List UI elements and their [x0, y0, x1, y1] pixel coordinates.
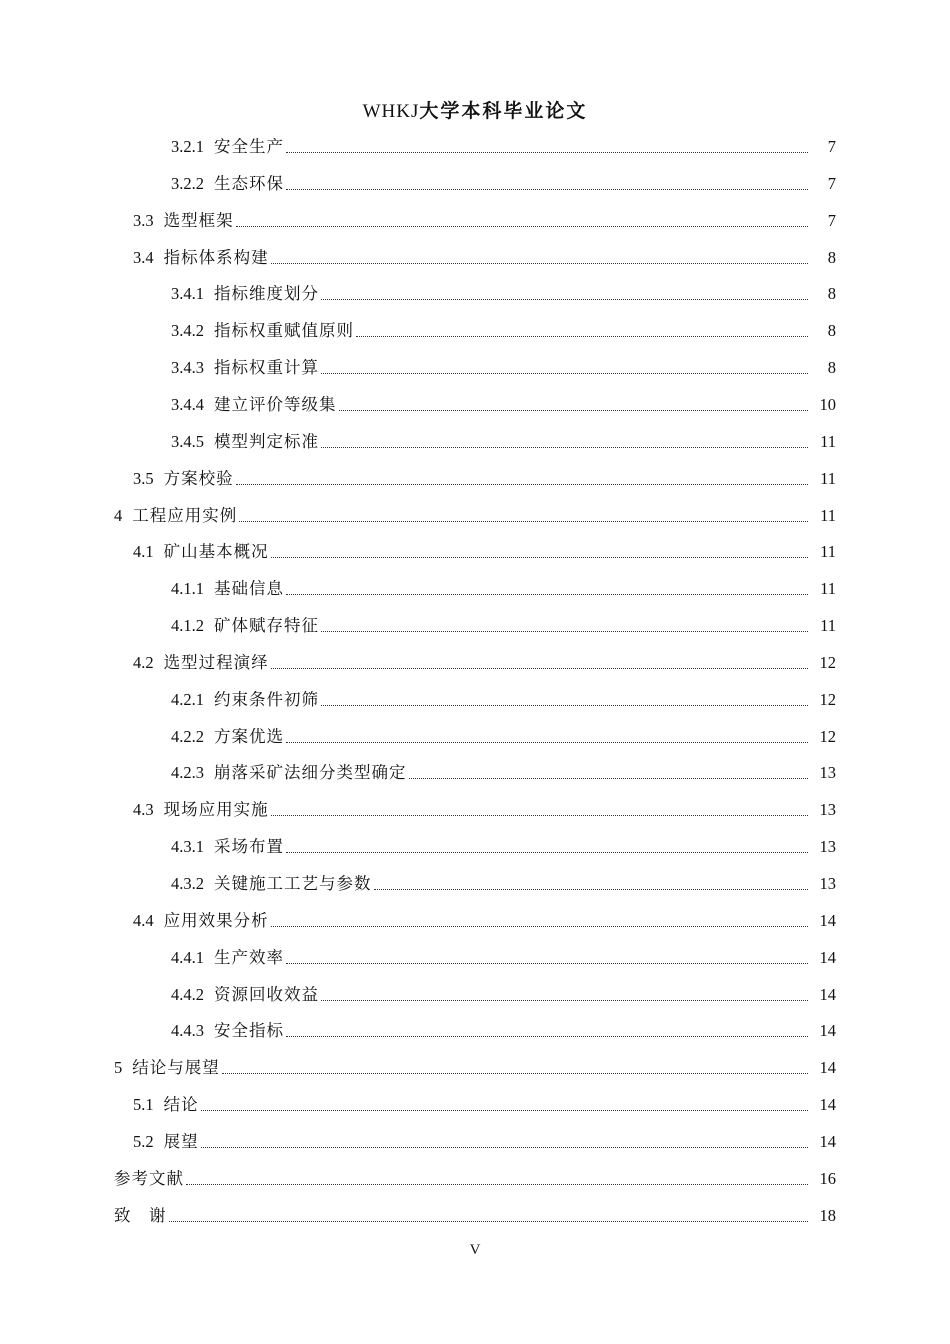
toc-entry-number: 3.4.1 — [171, 284, 204, 303]
header-thesis-title: 大学本科毕业论文 — [419, 100, 588, 122]
toc-entry-title: 关键施工工艺与参数 — [214, 874, 372, 893]
toc-entry-number: 3.3 — [133, 211, 154, 230]
toc-entry[interactable] — [0, 865, 950, 895]
toc-dot-leader — [286, 1035, 808, 1037]
toc-entry-number: 5 — [114, 1058, 123, 1077]
toc-entry-number: 4 — [114, 506, 123, 525]
toc-dot-leader — [271, 814, 808, 816]
toc-entry-number: 4.1.1 — [171, 579, 204, 598]
toc-dot-leader — [356, 335, 808, 337]
toc-entry[interactable] — [0, 791, 950, 821]
toc-entry-page: 11 — [820, 432, 836, 451]
toc-entry-title: 模型判定标准 — [214, 432, 319, 451]
toc-dot-leader — [271, 925, 808, 927]
toc-entry-title: 指标权重计算 — [214, 358, 319, 377]
toc-entry[interactable] — [0, 165, 950, 195]
toc-entry-page: 13 — [819, 763, 836, 782]
toc-dot-leader — [271, 262, 808, 264]
toc-entry-title: 现场应用实施 — [163, 800, 269, 819]
toc-dot-leader — [321, 298, 808, 300]
toc-entry[interactable] — [0, 275, 950, 305]
toc-entry[interactable] — [0, 828, 950, 858]
toc-entry-page: 11 — [820, 506, 836, 525]
toc-entry-title: 建立评价等级集 — [214, 395, 337, 414]
toc-entry-title: 展望 — [163, 1132, 199, 1151]
toc-entry-title: 选型过程演绎 — [163, 653, 269, 672]
toc-entry-number: 4.4.2 — [171, 985, 204, 1004]
toc-entry-number: 4.1 — [133, 542, 154, 561]
toc-entry-number: 4.2.3 — [171, 763, 204, 782]
toc-dot-leader — [201, 1146, 808, 1148]
toc-entry[interactable] — [0, 976, 950, 1006]
toc-entry-title: 资源回收效益 — [214, 985, 319, 1004]
toc-entry-page: 11 — [820, 469, 836, 488]
toc-entry-number: 3.2.2 — [171, 174, 204, 193]
toc-dot-leader — [271, 667, 808, 669]
page-number: V — [469, 1242, 481, 1258]
toc-entry[interactable] — [0, 1197, 950, 1227]
toc-dot-leader — [286, 962, 808, 964]
toc-entry-number: 4.4 — [133, 911, 154, 930]
toc-dot-leader — [286, 851, 808, 853]
toc-entry-title: 生态环保 — [214, 174, 284, 193]
toc-entry[interactable] — [0, 423, 950, 453]
toc-dot-leader — [286, 151, 808, 153]
toc-entry-title: 工程应用实例 — [132, 506, 238, 525]
toc-entry-page: 14 — [819, 911, 836, 930]
toc-entry-number: 4.2.1 — [171, 690, 204, 709]
toc-entry[interactable] — [0, 754, 950, 784]
toc-entry-page: 14 — [819, 985, 836, 1004]
toc-entry-number: 3.4 — [133, 248, 154, 267]
toc-entry[interactable] — [0, 202, 950, 232]
toc-entry-number: 4.2.2 — [171, 727, 204, 746]
toc-entry[interactable] — [0, 607, 950, 637]
toc-entry-page: 12 — [819, 690, 836, 709]
toc-entry-number: 5.1 — [133, 1095, 154, 1114]
toc-entry-number: 3.2.1 — [171, 137, 204, 156]
toc-dot-leader — [321, 372, 808, 374]
toc-entry-number: 4.2 — [133, 653, 154, 672]
toc-dot-leader — [321, 999, 808, 1001]
toc-dot-leader — [186, 1183, 808, 1185]
toc-entry[interactable] — [0, 1086, 950, 1116]
toc-entry-page: 7 — [827, 137, 836, 156]
toc-entry-page: 7 — [827, 211, 836, 230]
toc-entry-number: 3.5 — [133, 469, 154, 488]
toc-dot-leader — [339, 409, 809, 411]
toc-dot-leader — [321, 446, 808, 448]
toc-entry-number: 4.4.1 — [171, 948, 204, 967]
toc-entry[interactable] — [0, 349, 950, 379]
toc-entry[interactable] — [0, 497, 950, 527]
toc-entry-title: 方案校验 — [163, 469, 234, 488]
toc-entry-page: 13 — [819, 837, 836, 856]
toc-entry-title: 指标维度划分 — [214, 284, 319, 303]
toc-entry[interactable] — [0, 570, 950, 600]
toc-entry[interactable] — [0, 239, 950, 269]
toc-entry-number: 4.1.2 — [171, 616, 204, 635]
toc-entry-page: 12 — [819, 653, 836, 672]
toc-entry[interactable] — [0, 128, 950, 158]
toc-entry-page: 14 — [819, 948, 836, 967]
toc-entry-page: 11 — [820, 579, 836, 598]
toc-entry-page: 12 — [819, 727, 836, 746]
toc-entry-title: 结论 — [163, 1095, 199, 1114]
toc-entry[interactable] — [0, 902, 950, 932]
toc-entry-page: 8 — [827, 358, 836, 377]
toc-entry-title: 应用效果分析 — [163, 911, 269, 930]
toc-entry-number: 3.4.3 — [171, 358, 204, 377]
toc-entry-title: 安全指标 — [214, 1021, 284, 1040]
toc-dot-leader — [239, 520, 808, 522]
toc-entry-page: 18 — [819, 1206, 836, 1225]
toc-entry[interactable] — [0, 533, 950, 563]
toc-dot-leader — [374, 888, 809, 890]
toc-entry-page: 8 — [827, 248, 836, 267]
toc-dot-leader — [236, 225, 808, 227]
header-school-code: WHKJ — [362, 101, 420, 122]
toc-entry-page: 13 — [819, 874, 836, 893]
toc-entry-page: 14 — [819, 1132, 836, 1151]
toc-entry-title: 基础信息 — [214, 579, 284, 598]
toc-entry-page: 14 — [819, 1058, 836, 1077]
toc-dot-leader — [321, 704, 808, 706]
toc-entry-title: 指标权重赋值原则 — [214, 321, 354, 340]
toc-dot-leader — [286, 593, 808, 595]
toc-entry-page: 11 — [820, 542, 836, 561]
toc-entry-title: 选型框架 — [163, 211, 234, 230]
toc-entry-page: 7 — [827, 174, 836, 193]
toc-entry-number: 3.4.4 — [171, 395, 204, 414]
toc-entry-title: 矿山基本概况 — [163, 542, 269, 561]
toc-entry-number: 4.4.3 — [171, 1021, 204, 1040]
toc-entry-number: 5.2 — [133, 1132, 154, 1151]
toc-entry[interactable] — [0, 939, 950, 969]
toc-entry[interactable] — [0, 681, 950, 711]
toc-entry-title: 采场布置 — [214, 837, 284, 856]
page-header — [0, 96, 950, 123]
toc-entry-title: 约束条件初筛 — [214, 690, 319, 709]
toc-entry[interactable] — [0, 312, 950, 342]
toc-entry-title: 矿体赋存特征 — [214, 616, 319, 635]
toc-entry-page: 14 — [819, 1095, 836, 1114]
toc-dot-leader — [222, 1072, 808, 1074]
toc-entry-title: 结论与展望 — [132, 1058, 220, 1077]
toc-entry-page: 8 — [827, 321, 836, 340]
toc-dot-leader — [236, 483, 808, 485]
toc-entry-page: 8 — [827, 284, 836, 303]
toc-entry[interactable] — [0, 644, 950, 674]
toc-entry[interactable] — [0, 718, 950, 748]
toc-entry-number: 3.4.2 — [171, 321, 204, 340]
toc-entry-number: 3.4.5 — [171, 432, 204, 451]
toc-entry[interactable] — [0, 1012, 950, 1042]
toc-entry-number: 4.3.2 — [171, 874, 204, 893]
toc-entry-title: 参考文献 — [114, 1169, 184, 1188]
toc-dot-leader — [409, 777, 809, 779]
toc-dot-leader — [286, 741, 808, 743]
toc-entry[interactable] — [0, 386, 950, 416]
toc-entry-title: 指标体系构建 — [163, 248, 269, 267]
toc-entry[interactable] — [0, 460, 950, 490]
toc-dot-leader — [271, 556, 808, 558]
toc-entry-number: 4.3.1 — [171, 837, 204, 856]
toc-entry-title: 致 谢 — [114, 1206, 167, 1225]
toc-entry[interactable] — [0, 1049, 950, 1079]
toc-entry-title: 安全生产 — [214, 137, 284, 156]
toc-entry-page: 14 — [819, 1021, 836, 1040]
toc-entry[interactable] — [0, 1160, 950, 1190]
toc-entry[interactable] — [0, 1123, 950, 1153]
toc-dot-leader — [321, 630, 808, 632]
toc-entry-page: 13 — [819, 800, 836, 819]
toc-entry-title: 崩落采矿法细分类型确定 — [214, 763, 407, 782]
toc-entry-title: 方案优选 — [214, 727, 284, 746]
toc-entry-page: 11 — [820, 616, 836, 635]
toc-entry-page: 16 — [819, 1169, 836, 1188]
toc-dot-leader — [169, 1220, 809, 1222]
toc-entry-title: 生产效率 — [214, 948, 284, 967]
toc-entry-number: 4.3 — [133, 800, 154, 819]
toc-entry-page: 10 — [819, 395, 836, 414]
toc-dot-leader — [286, 188, 808, 190]
toc-dot-leader — [201, 1109, 808, 1111]
